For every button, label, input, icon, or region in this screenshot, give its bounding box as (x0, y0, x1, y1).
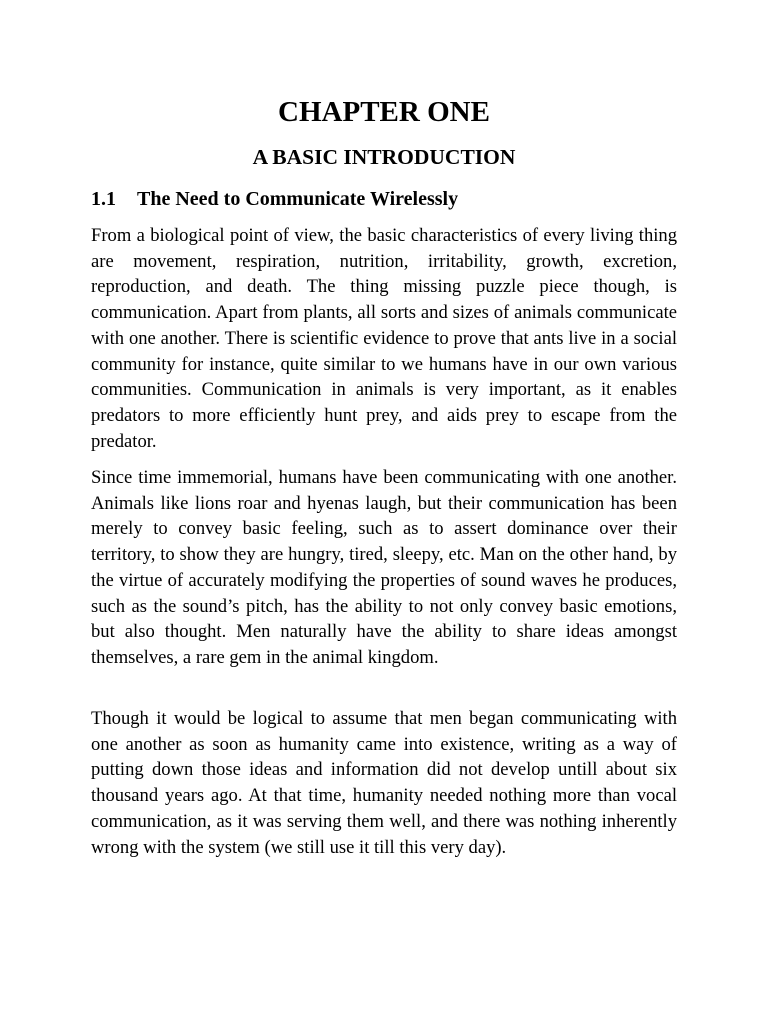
chapter-subtitle: A BASIC INTRODUCTION (252, 145, 516, 169)
section-title: The Need to Communicate Wirelessly (137, 188, 459, 210)
body-paragraph-2: Since time immemorial, humans have been communicating with one another. Animals like lions roar and hyenas laugh, but their communication has been merely to convey basic feeling, such as to assert dominance over their territory, to show they are hungry, tired, sleepy, etc. Man on the other hand, by the virtue of accurately modifying the properties of sound waves he produces, such as the sound’s pitch, has the ability to not only convey basic emotions, but also thought. Men naturally have the ability to share ideas amongst themselves, a rare gem in the animal kingdom. (91, 467, 677, 668)
body-paragraph-3: Though it would be logical to assume that men began communicating with one another as soon as humanity came into existence, writing as a way of putting down those ideas and information did not develop untill about six thousand years ago. At that time, humanity needed nothing more than vocal communication, as it was serving them well, and there was nothing inherently wrong with the system (we still use it till this very day). (91, 708, 677, 858)
chapter-title: CHAPTER ONE (278, 96, 490, 128)
section-heading (91, 185, 677, 213)
body-paragraph-1: From a biological point of view, the basic characteristics of every living thing are movement, respiration, nutrition, irritability, growth, excretion, reproduction, and death. The thing missing puzzle piece though, is communication. Apart from plants, all sorts and sizes of animals communicate with one another. There is scientific evidence to prove that ants live in a social community for instance, quite similar to we humans have in our own various communities. Communication in animals is very important, as it enables predators to more efficiently hunt prey, and aids prey to escape from the predator. (91, 225, 677, 452)
section-number: 1.1 (91, 188, 116, 210)
